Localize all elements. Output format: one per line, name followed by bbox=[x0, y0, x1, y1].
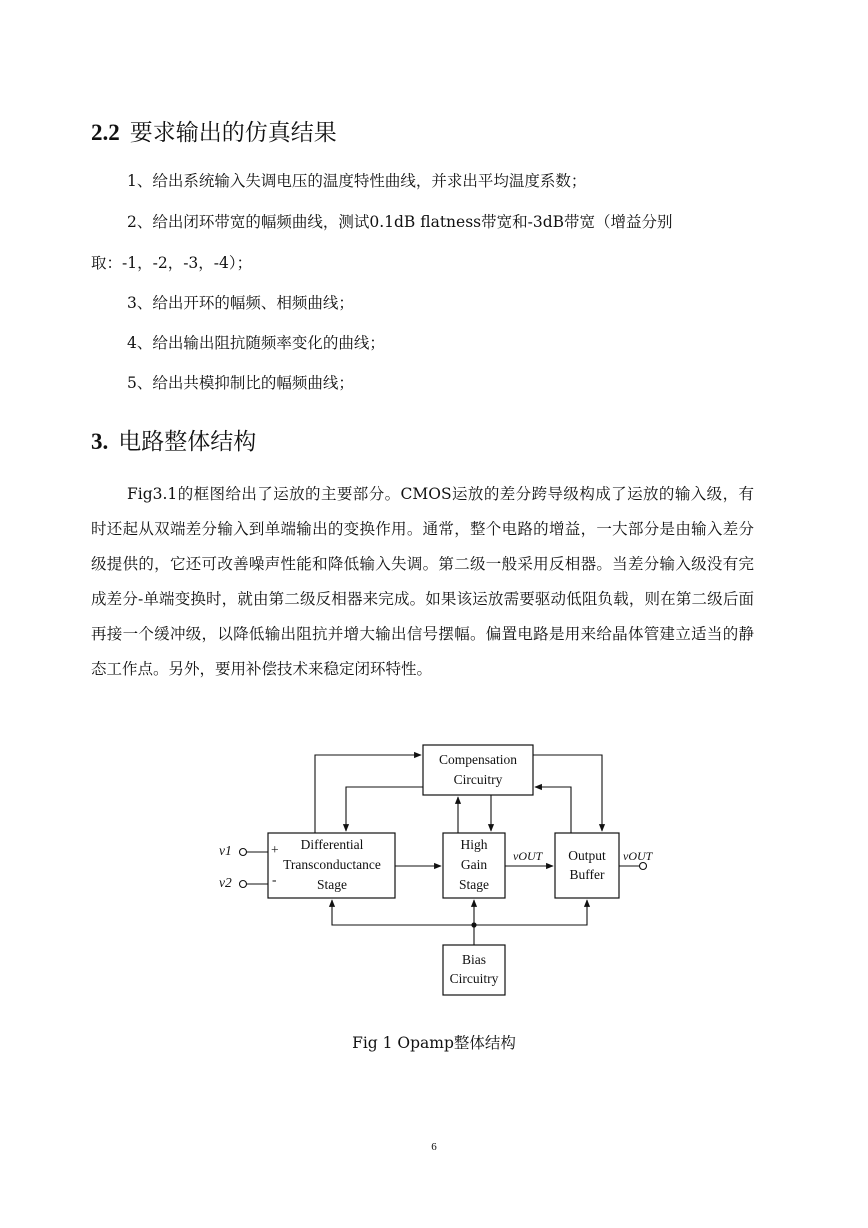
block-label: Circuitry bbox=[449, 971, 499, 986]
arrow-compensation-to-buffer bbox=[533, 755, 602, 831]
block-label: Output bbox=[568, 848, 606, 863]
page-number: 6 bbox=[431, 1141, 437, 1153]
body-paragraph: Fig3.1的框图给出了运放的主要部分。CMOS运放的差分跨导级构成了运放的输入级，有时还起从双端差分输入到单端输出的变换作用。通常，整个电路的增益，一大部分是由输入差分级提供的，它还可改善噪声性能和降低输入失调。第二级一般采用反相器。当差分输入级没有完成差分-单端变换时，就由第二级反相器来完成。如果该运放需要驱动低阻负载，则在第二级后面再接一个缓冲级，以降低输出阻抗并增大输出信号摆幅。偏置电路是用来给晶体管建立适当的静态工作点。另外，要用补偿技术来稳定闭环特性。 bbox=[91, 485, 754, 678]
section-number: 2.2 bbox=[91, 120, 120, 145]
junction-dot bbox=[471, 922, 476, 927]
block-label: Stage bbox=[459, 877, 489, 892]
block-label: Bias bbox=[461, 952, 487, 967]
list-item: 3、给出开环的幅频、相频曲线； bbox=[127, 294, 354, 312]
input-label-v1: v1 bbox=[219, 843, 232, 858]
list-item: 2、给出闭环带宽的幅频曲线，测试0.1dB flatness带宽和-3dB带宽（增益分别 bbox=[127, 213, 673, 231]
input-label-v2: v2 bbox=[219, 875, 232, 890]
plus-sign: + bbox=[271, 842, 279, 857]
block-label: Transconductance bbox=[283, 857, 381, 872]
section-title: 要求输出的仿真结果 bbox=[129, 120, 337, 146]
block-label: Gain bbox=[460, 857, 488, 872]
section-heading-2-2 bbox=[91, 114, 337, 147]
list-item: 4、给出输出阻抗随频率变化的曲线； bbox=[127, 334, 385, 352]
list-item: 5、给出共模抑制比的幅频曲线； bbox=[127, 374, 354, 392]
block-label: Compensation bbox=[439, 752, 517, 767]
figure-caption: Fig 1 Opamp整体结构 bbox=[352, 1034, 516, 1052]
arrow-buffer-to-compensation bbox=[535, 787, 571, 833]
input-terminal-v1 bbox=[240, 849, 247, 856]
block-label: Buffer bbox=[569, 867, 605, 882]
list-item: 1、给出系统输入失调电压的温度特性曲线，并求出平均温度系数； bbox=[127, 172, 587, 190]
block-label: Differential bbox=[300, 837, 364, 852]
vout-right-label: vOUT bbox=[623, 849, 653, 863]
output-terminal bbox=[640, 863, 647, 870]
list-item-continuation: 取：-1，-2，-3，-4）； bbox=[91, 254, 253, 272]
minus-sign: - bbox=[272, 872, 277, 887]
section-title: 电路整体结构 bbox=[118, 429, 257, 455]
output-buffer-block bbox=[555, 833, 619, 898]
block-label: Circuitry bbox=[453, 772, 503, 787]
section-number: 3. bbox=[91, 429, 109, 454]
vout-mid-label: vOUT bbox=[513, 849, 543, 863]
block-label: Stage bbox=[317, 877, 347, 892]
input-terminal-v2 bbox=[240, 881, 247, 888]
opamp-block-diagram bbox=[205, 730, 665, 1005]
arrow-bias-to-buffer bbox=[474, 900, 587, 925]
arrow-diff-to-compensation bbox=[315, 755, 421, 833]
arrow-compensation-to-diff bbox=[346, 787, 423, 831]
section-heading-3 bbox=[91, 423, 256, 456]
block-label: High bbox=[460, 837, 488, 852]
arrow-bias-to-diff bbox=[332, 900, 474, 925]
